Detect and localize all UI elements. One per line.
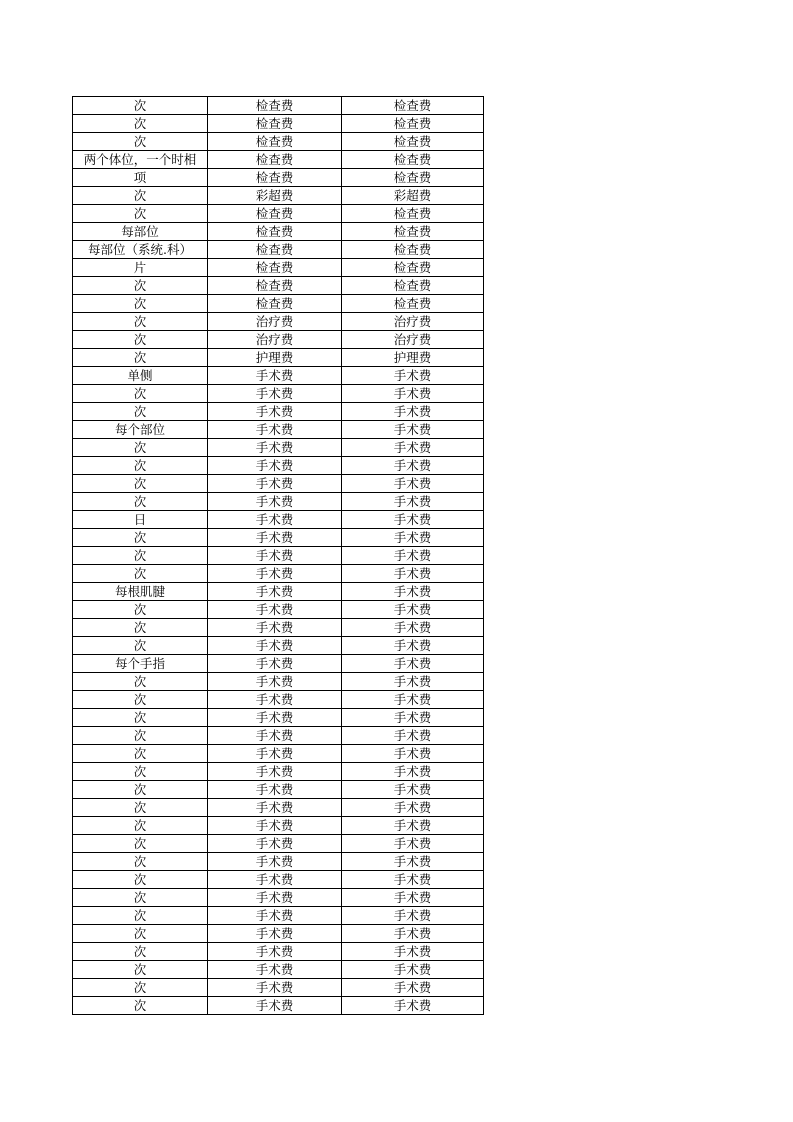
unit-cell: 次 <box>73 745 208 763</box>
unit-cell: 次 <box>73 529 208 547</box>
fee-category-cell: 手术费 <box>208 781 342 799</box>
unit-cell: 次 <box>73 889 208 907</box>
unit-cell: 次 <box>73 997 208 1015</box>
invoice-category-cell: 手术费 <box>342 565 484 583</box>
fee-category-cell: 手术费 <box>208 853 342 871</box>
table-row <box>73 241 484 259</box>
fee-category-cell: 检查费 <box>208 241 342 259</box>
table-row <box>73 745 484 763</box>
unit-cell: 次 <box>73 385 208 403</box>
table-row <box>73 205 484 223</box>
table-row <box>73 565 484 583</box>
invoice-category-cell: 手术费 <box>342 583 484 601</box>
table-row <box>73 97 484 115</box>
unit-cell: 每个手指 <box>73 655 208 673</box>
fee-category-cell: 手术费 <box>208 997 342 1015</box>
fee-category-cell: 手术费 <box>208 763 342 781</box>
fee-category-cell: 检查费 <box>208 115 342 133</box>
table-row <box>73 727 484 745</box>
table-row <box>73 421 484 439</box>
table-row <box>73 871 484 889</box>
unit-cell: 片 <box>73 259 208 277</box>
fee-category-cell: 检查费 <box>208 97 342 115</box>
fee-category-cell: 检查费 <box>208 259 342 277</box>
table-row <box>73 637 484 655</box>
table-row <box>73 547 484 565</box>
fee-category-cell: 检查费 <box>208 133 342 151</box>
unit-cell: 次 <box>73 961 208 979</box>
unit-cell: 每部位 <box>73 223 208 241</box>
table-row <box>73 997 484 1015</box>
table-row <box>73 961 484 979</box>
unit-cell: 次 <box>73 709 208 727</box>
table-row <box>73 925 484 943</box>
unit-cell: 次 <box>73 817 208 835</box>
fee-category-cell: 手术费 <box>208 421 342 439</box>
fee-category-cell: 护理费 <box>208 349 342 367</box>
unit-cell: 次 <box>73 403 208 421</box>
unit-cell: 次 <box>73 439 208 457</box>
invoice-category-cell: 手术费 <box>342 961 484 979</box>
invoice-category-cell: 手术费 <box>342 745 484 763</box>
fee-category-cell: 手术费 <box>208 601 342 619</box>
invoice-category-cell: 检查费 <box>342 169 484 187</box>
fee-category-cell: 手术费 <box>208 439 342 457</box>
table-row <box>73 403 484 421</box>
table-row <box>73 889 484 907</box>
invoice-category-cell: 手术费 <box>342 853 484 871</box>
unit-cell: 次 <box>73 331 208 349</box>
table-row <box>73 763 484 781</box>
invoice-category-cell: 手术费 <box>342 367 484 385</box>
invoice-category-cell: 手术费 <box>342 889 484 907</box>
table-row <box>73 493 484 511</box>
invoice-category-cell: 手术费 <box>342 655 484 673</box>
fee-table-body <box>73 97 484 1015</box>
invoice-category-cell: 手术费 <box>342 457 484 475</box>
table-row <box>73 817 484 835</box>
invoice-category-cell: 手术费 <box>342 385 484 403</box>
table-row <box>73 115 484 133</box>
fee-category-cell: 手术费 <box>208 655 342 673</box>
invoice-category-cell: 彩超费 <box>342 187 484 205</box>
fee-category-cell: 手术费 <box>208 511 342 529</box>
fee-category-cell: 检查费 <box>208 169 342 187</box>
fee-category-cell: 检查费 <box>208 295 342 313</box>
table-row <box>73 853 484 871</box>
fee-category-cell: 手术费 <box>208 547 342 565</box>
invoice-category-cell: 手术费 <box>342 637 484 655</box>
fee-category-cell: 手术费 <box>208 907 342 925</box>
table-row <box>73 475 484 493</box>
invoice-category-cell: 手术费 <box>342 403 484 421</box>
unit-cell: 次 <box>73 295 208 313</box>
fee-category-cell: 手术费 <box>208 871 342 889</box>
invoice-category-cell: 检查费 <box>342 133 484 151</box>
invoice-category-cell: 手术费 <box>342 925 484 943</box>
table-row <box>73 385 484 403</box>
fee-category-cell: 手术费 <box>208 709 342 727</box>
fee-category-cell: 手术费 <box>208 799 342 817</box>
fee-category-cell: 手术费 <box>208 835 342 853</box>
table-row <box>73 529 484 547</box>
unit-cell: 次 <box>73 547 208 565</box>
unit-cell: 次 <box>73 313 208 331</box>
fee-category-cell: 手术费 <box>208 493 342 511</box>
unit-cell: 次 <box>73 97 208 115</box>
fee-category-cell: 手术费 <box>208 529 342 547</box>
table-row <box>73 943 484 961</box>
fee-category-cell: 手术费 <box>208 943 342 961</box>
fee-category-cell: 手术费 <box>208 565 342 583</box>
unit-cell: 次 <box>73 133 208 151</box>
invoice-category-cell: 手术费 <box>342 529 484 547</box>
table-row <box>73 979 484 997</box>
unit-cell: 次 <box>73 115 208 133</box>
fee-category-cell: 手术费 <box>208 367 342 385</box>
unit-cell: 次 <box>73 763 208 781</box>
invoice-category-cell: 手术费 <box>342 835 484 853</box>
table-row <box>73 781 484 799</box>
table-row <box>73 295 484 313</box>
unit-cell: 次 <box>73 925 208 943</box>
fee-category-cell: 手术费 <box>208 745 342 763</box>
unit-cell: 次 <box>73 673 208 691</box>
invoice-category-cell: 检查费 <box>342 97 484 115</box>
table-row <box>73 331 484 349</box>
invoice-category-cell: 检查费 <box>342 295 484 313</box>
table-row <box>73 709 484 727</box>
unit-cell: 次 <box>73 619 208 637</box>
invoice-category-cell: 手术费 <box>342 619 484 637</box>
invoice-category-cell: 手术费 <box>342 547 484 565</box>
table-row <box>73 277 484 295</box>
unit-cell: 次 <box>73 601 208 619</box>
invoice-category-cell: 手术费 <box>342 781 484 799</box>
fee-category-cell: 治疗费 <box>208 331 342 349</box>
invoice-category-cell: 手术费 <box>342 997 484 1015</box>
invoice-category-cell: 手术费 <box>342 511 484 529</box>
fee-category-cell: 手术费 <box>208 691 342 709</box>
unit-cell: 次 <box>73 187 208 205</box>
table-row <box>73 601 484 619</box>
invoice-category-cell: 手术费 <box>342 673 484 691</box>
invoice-category-cell: 检查费 <box>342 223 484 241</box>
invoice-category-cell: 检查费 <box>342 259 484 277</box>
invoice-category-cell: 手术费 <box>342 763 484 781</box>
invoice-category-cell: 手术费 <box>342 439 484 457</box>
table-row <box>73 313 484 331</box>
invoice-category-cell: 检查费 <box>342 205 484 223</box>
unit-cell: 次 <box>73 205 208 223</box>
unit-cell: 次 <box>73 853 208 871</box>
fee-category-cell: 检查费 <box>208 223 342 241</box>
unit-cell: 次 <box>73 835 208 853</box>
table-row <box>73 187 484 205</box>
fee-category-cell: 手术费 <box>208 979 342 997</box>
fee-category-cell: 治疗费 <box>208 313 342 331</box>
unit-cell: 项 <box>73 169 208 187</box>
fee-category-cell: 检查费 <box>208 277 342 295</box>
table-row <box>73 223 484 241</box>
fee-category-cell: 手术费 <box>208 727 342 745</box>
table-row <box>73 583 484 601</box>
unit-cell: 次 <box>73 799 208 817</box>
fee-category-cell: 检查费 <box>208 151 342 169</box>
fee-category-cell: 手术费 <box>208 475 342 493</box>
invoice-category-cell: 手术费 <box>342 943 484 961</box>
invoice-category-cell: 手术费 <box>342 871 484 889</box>
fee-category-cell: 手术费 <box>208 583 342 601</box>
invoice-category-cell: 手术费 <box>342 475 484 493</box>
invoice-category-cell: 护理费 <box>342 349 484 367</box>
unit-cell: 次 <box>73 457 208 475</box>
fee-category-cell: 检查费 <box>208 205 342 223</box>
unit-cell: 次 <box>73 349 208 367</box>
unit-cell: 次 <box>73 277 208 295</box>
fee-category-cell: 手术费 <box>208 817 342 835</box>
table-row <box>73 439 484 457</box>
unit-cell: 单侧 <box>73 367 208 385</box>
table-row <box>73 673 484 691</box>
table-row <box>73 349 484 367</box>
invoice-category-cell: 手术费 <box>342 799 484 817</box>
unit-cell: 次 <box>73 493 208 511</box>
invoice-category-cell: 检查费 <box>342 115 484 133</box>
unit-cell: 每根肌腱 <box>73 583 208 601</box>
table-row <box>73 367 484 385</box>
fee-category-cell: 手术费 <box>208 385 342 403</box>
unit-cell: 每部位（系统.科） <box>73 241 208 259</box>
invoice-category-cell: 手术费 <box>342 421 484 439</box>
unit-cell: 次 <box>73 691 208 709</box>
invoice-category-cell: 检查费 <box>342 277 484 295</box>
invoice-category-cell: 治疗费 <box>342 313 484 331</box>
table-row <box>73 151 484 169</box>
fee-category-cell: 手术费 <box>208 619 342 637</box>
invoice-category-cell: 手术费 <box>342 979 484 997</box>
invoice-category-cell: 治疗费 <box>342 331 484 349</box>
unit-cell: 每个部位 <box>73 421 208 439</box>
invoice-category-cell: 检查费 <box>342 241 484 259</box>
unit-cell: 两个体位，一个时相 <box>73 151 208 169</box>
fee-category-cell: 手术费 <box>208 403 342 421</box>
unit-cell: 次 <box>73 907 208 925</box>
table-row <box>73 691 484 709</box>
unit-cell: 次 <box>73 565 208 583</box>
table-row <box>73 799 484 817</box>
fee-category-cell: 手术费 <box>208 889 342 907</box>
table-row <box>73 169 484 187</box>
fee-category-cell: 手术费 <box>208 673 342 691</box>
invoice-category-cell: 手术费 <box>342 817 484 835</box>
table-row <box>73 907 484 925</box>
fee-category-cell: 手术费 <box>208 961 342 979</box>
table-row <box>73 655 484 673</box>
fee-category-cell: 彩超费 <box>208 187 342 205</box>
fee-table <box>72 96 484 1015</box>
fee-category-cell: 手术费 <box>208 457 342 475</box>
invoice-category-cell: 手术费 <box>342 691 484 709</box>
unit-cell: 次 <box>73 727 208 745</box>
table-row <box>73 619 484 637</box>
invoice-category-cell: 手术费 <box>342 907 484 925</box>
invoice-category-cell: 手术费 <box>342 493 484 511</box>
unit-cell: 次 <box>73 637 208 655</box>
unit-cell: 次 <box>73 871 208 889</box>
fee-category-cell: 手术费 <box>208 637 342 655</box>
unit-cell: 次 <box>73 781 208 799</box>
fee-category-cell: 手术费 <box>208 925 342 943</box>
invoice-category-cell: 手术费 <box>342 601 484 619</box>
unit-cell: 次 <box>73 475 208 493</box>
table-row <box>73 457 484 475</box>
invoice-category-cell: 手术费 <box>342 727 484 745</box>
table-row <box>73 511 484 529</box>
unit-cell: 次 <box>73 943 208 961</box>
unit-cell: 次 <box>73 979 208 997</box>
table-row <box>73 835 484 853</box>
table-row <box>73 133 484 151</box>
invoice-category-cell: 检查费 <box>342 151 484 169</box>
unit-cell: 日 <box>73 511 208 529</box>
table-row <box>73 259 484 277</box>
invoice-category-cell: 手术费 <box>342 709 484 727</box>
